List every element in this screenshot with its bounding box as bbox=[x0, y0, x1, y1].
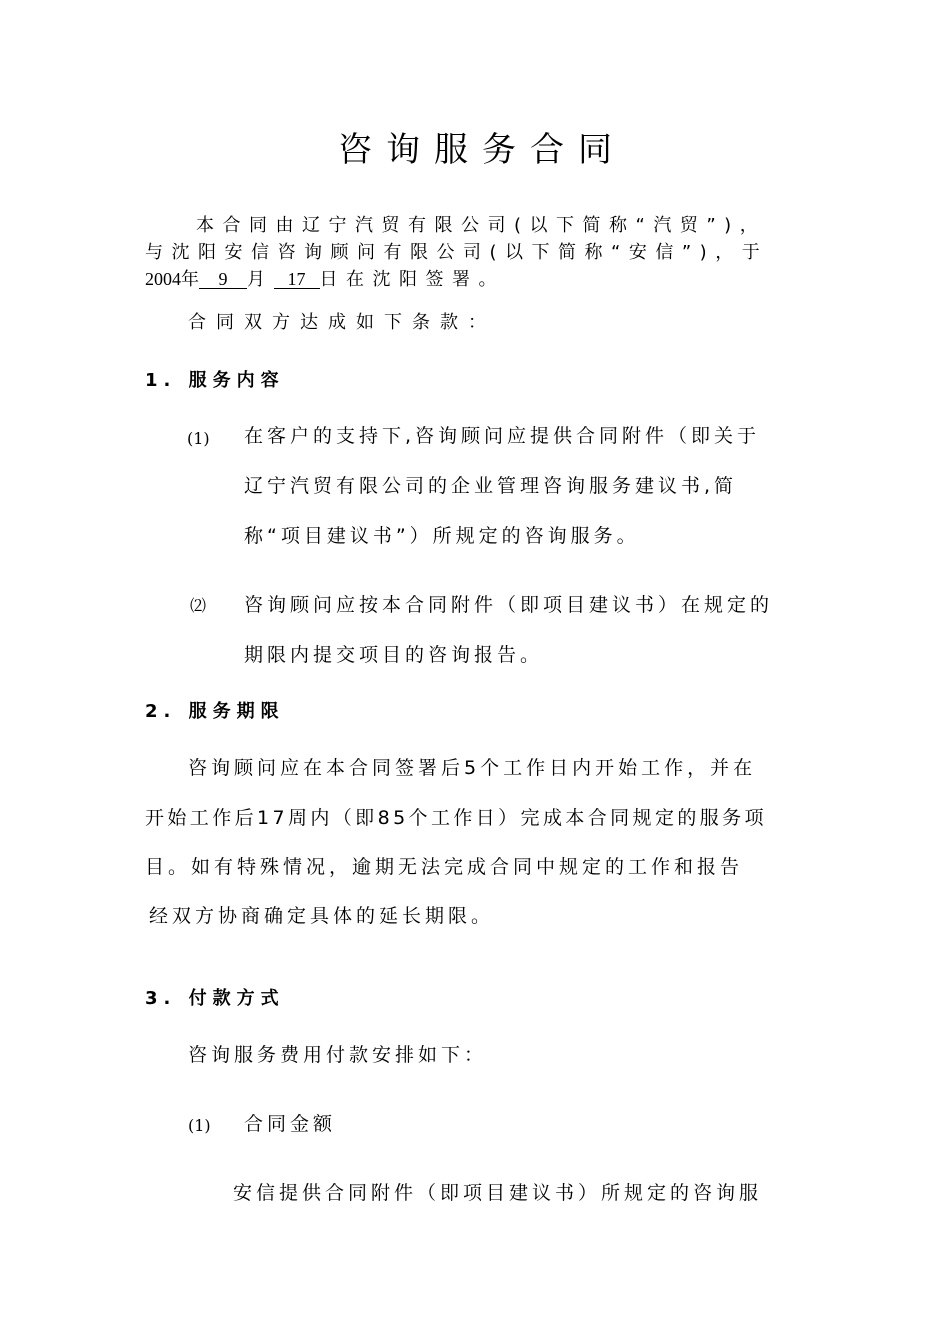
section-1-item-2-line-2: 期限内提交项目的咨询报告。 bbox=[244, 644, 544, 666]
intro-line-3-suffix: 日在沈阳签署。 bbox=[319, 269, 505, 290]
section-2-line-2: 开始工作后17周内（即85个工作日）完成本合同规定的服务项 bbox=[145, 807, 767, 829]
agreement-line: 合同双方达成如下条款： bbox=[188, 312, 496, 333]
intro-month-unit: 月 bbox=[247, 269, 274, 290]
section-3-intro: 咨询服务费用付款安排如下： bbox=[188, 1044, 488, 1066]
section-2-line-4: 经双方协商确定具体的延长期限。 bbox=[149, 905, 495, 927]
intro-line-3 bbox=[145, 270, 505, 289]
section-3-item-1-label: 合同金额 bbox=[244, 1113, 337, 1135]
section-1-item-2-marker: ⑵ bbox=[190, 596, 207, 615]
section-2-line-3: 目。如有特殊情况，逾期无法完成合同中规定的工作和报告 bbox=[145, 856, 744, 878]
contract-title: 咨询服务合同 bbox=[338, 130, 626, 170]
section-2-line-1: 咨询顾问应在本合同签署后5个工作日内开始工作，并在 bbox=[188, 757, 757, 779]
section-1-item-2-line-1: 咨询顾问应按本合同附件（即项目建议书）在规定的 bbox=[244, 594, 774, 616]
intro-line-2: 与沈阳安信咨询顾问有限公司(以下简称“安信”)，于 bbox=[145, 242, 769, 263]
section-1-item-1-line-1: 在客户的支持下,咨询顾问应提供合同附件（即关于 bbox=[244, 425, 761, 447]
section-1-heading: 1. 服务内容 bbox=[145, 370, 285, 391]
intro-month-value: 9 bbox=[199, 270, 247, 289]
section-3-item-1-line-1: 安信提供合同附件（即项目建议书）所规定的咨询服 bbox=[233, 1182, 763, 1204]
intro-year-prefix: 2004年 bbox=[145, 269, 199, 289]
section-3-item-1-marker: (1) bbox=[188, 1116, 211, 1135]
section-2-heading: 2. 服务期限 bbox=[145, 701, 285, 722]
intro-day-value: 17 bbox=[274, 270, 320, 289]
section-1-item-1-line-3: 称“项目建议书”）所规定的咨询服务。 bbox=[244, 525, 640, 547]
section-1-item-1-marker: (1) bbox=[187, 429, 210, 448]
section-3-heading: 3. 付款方式 bbox=[145, 988, 285, 1009]
section-1-item-1-line-2: 辽宁汽贸有限公司的企业管理咨询服务建议书,简 bbox=[244, 475, 738, 497]
intro-line-1: 本合同由辽宁汽贸有限公司(以下简称“汽贸”)， bbox=[196, 215, 767, 236]
